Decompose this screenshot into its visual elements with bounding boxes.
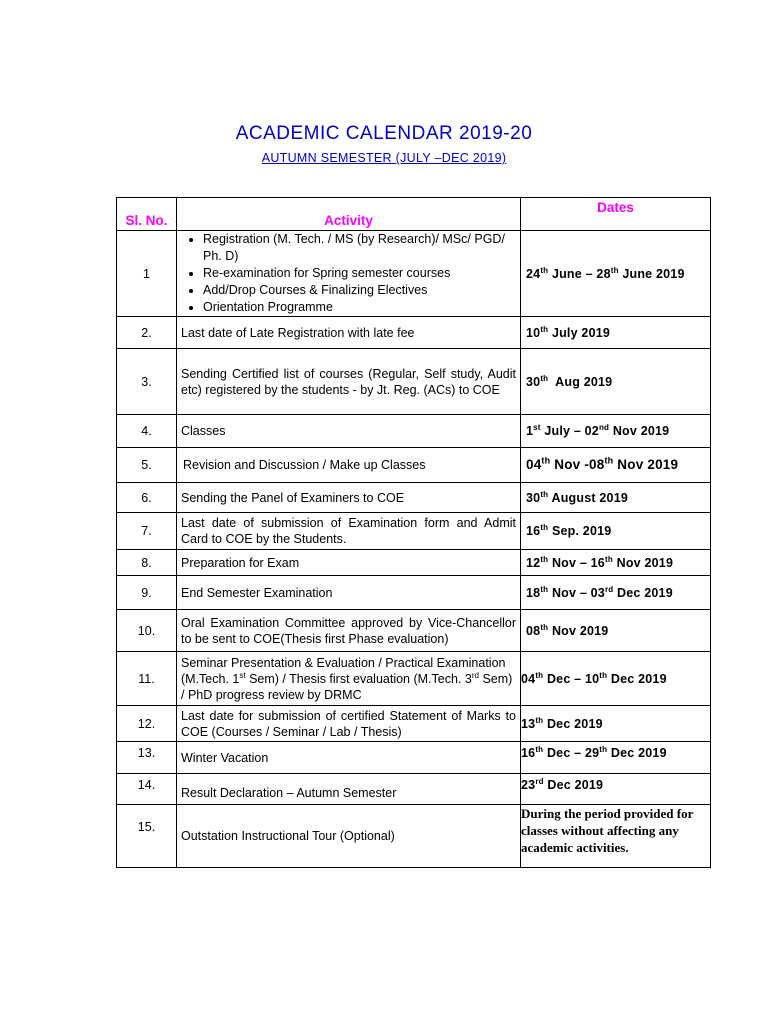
row-date: 24th June – 28th June 2019: [521, 231, 711, 317]
table-header-row: [117, 198, 711, 231]
table-row: [117, 576, 711, 610]
row-number: 1: [117, 231, 177, 317]
row-number: 2.: [117, 317, 177, 349]
row-activity: Winter Vacation: [177, 742, 521, 774]
table-row: [117, 231, 711, 317]
row-number: 11.: [117, 652, 177, 706]
row-date: 18th Nov – 03rd Dec 2019: [521, 576, 711, 610]
row-date: 1st July – 02nd Nov 2019: [521, 415, 711, 448]
row-number: 4.: [117, 415, 177, 448]
list-item: • Add/Drop Courses & Finalizing Electives: [203, 282, 516, 299]
row-number: 10.: [117, 610, 177, 652]
header-dates: Dates: [521, 198, 711, 231]
row-date: 10th July 2019: [521, 317, 711, 349]
header-slno: Sl. No.: [117, 198, 177, 231]
list-item: • Registration (M. Tech. / MS (by Research)/ MSc/ PGD/ Ph. D): [203, 231, 516, 265]
list-item: • Orientation Programme: [203, 299, 516, 316]
row-activity: Sending the Panel of Examiners to COE: [177, 483, 521, 513]
table-row: [117, 415, 711, 448]
row-date: 13th Dec 2019: [521, 706, 711, 742]
row-activity: [177, 231, 521, 317]
table-row: [117, 448, 711, 483]
document-title: ACADEMIC CALENDAR 2019-20: [235, 123, 533, 144]
row-number: 14.: [117, 774, 177, 805]
row-activity: Last date of Late Registration with late fee: [177, 317, 521, 349]
table-row: [117, 805, 711, 868]
row-number: 6.: [117, 483, 177, 513]
table-row: [117, 483, 711, 513]
table-row: [117, 610, 711, 652]
row-number: 12.: [117, 706, 177, 742]
row-date: During the period provided for classes without affecting any academic activities.: [521, 805, 711, 868]
row-activity: Seminar Presentation & Evaluation / Practical Examination (M.Tech. 1st Sem) / Thesis first evaluation (M.Tech. 3rd Sem) / PhD progress review by DRMC: [177, 652, 521, 706]
row-activity: End Semester Examination: [177, 576, 521, 610]
row-date: 04th Dec – 10th Dec 2019: [521, 652, 711, 706]
table-row: [117, 774, 711, 805]
table-row: [117, 317, 711, 349]
row-date: 30th Aug 2019: [521, 349, 711, 415]
row-number: 9.: [117, 576, 177, 610]
row-date: 16th Dec – 29th Dec 2019: [521, 742, 711, 774]
header-activity: Activity: [177, 198, 521, 231]
academic-calendar-table: [116, 197, 711, 868]
row-number: 5.: [117, 448, 177, 483]
row-date: 04th Nov -08th Nov 2019: [521, 448, 711, 483]
table-row: [117, 706, 711, 742]
row-number: 3.: [117, 349, 177, 415]
row-number: 7.: [117, 513, 177, 550]
row-date: 08th Nov 2019: [521, 610, 711, 652]
table-row: [117, 652, 711, 706]
row-activity: Outstation Instructional Tour (Optional): [177, 805, 521, 868]
activity-list: [181, 231, 516, 316]
table-row: [117, 513, 711, 550]
table-row: [117, 550, 711, 576]
row-activity: Classes: [177, 415, 521, 448]
row-date: 30th August 2019: [521, 483, 711, 513]
row-activity: Last date for submission of certified Statement of Marks to COE (Courses / Seminar / Lab / Thesis): [177, 706, 521, 742]
row-activity: Revision and Discussion / Make up Classes: [177, 448, 521, 483]
row-activity: Oral Examination Committee approved by Vice-Chancellor to be sent to COE(Thesis first Phase evaluation): [177, 610, 521, 652]
row-activity: Sending Certified list of courses (Regular, Self study, Audit etc) registered by the students - by Jt. Reg. (ACs) to COE: [177, 349, 521, 415]
row-activity: Preparation for Exam: [177, 550, 521, 576]
list-item: • Re-examination for Spring semester courses: [203, 265, 516, 282]
document-subtitle: AUTUMN SEMESTER (JULY –DEC 2019): [261, 151, 507, 165]
row-number: 15.: [117, 805, 177, 868]
row-date: 23rd Dec 2019: [521, 774, 711, 805]
row-number: 8.: [117, 550, 177, 576]
row-activity: Last date of submission of Examination form and Admit Card to COE by the Students.: [177, 513, 521, 550]
row-date: 12th Nov – 16th Nov 2019: [521, 550, 711, 576]
row-number: 13.: [117, 742, 177, 774]
table-row: [117, 349, 711, 415]
row-date: 16th Sep. 2019: [521, 513, 711, 550]
row-activity: Result Declaration – Autumn Semester: [177, 774, 521, 805]
table-row: [117, 742, 711, 774]
